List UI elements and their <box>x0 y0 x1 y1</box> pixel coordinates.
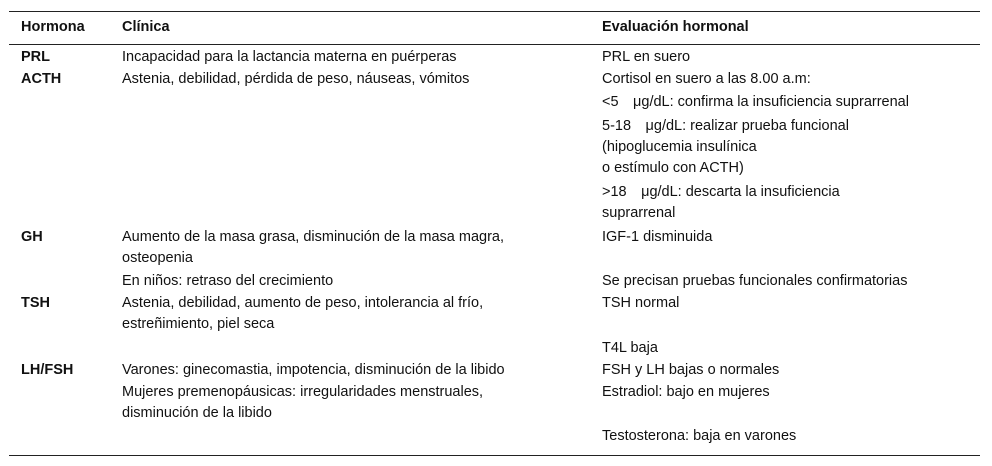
row-acth-eval-line: >18 μg/dL: descarta la insuficiencia <box>602 184 840 200</box>
row-lhfsh-clinica: Varones: ginecomastia, impotencia, disminución de la libido <box>122 362 505 378</box>
hormone-table <box>9 11 980 456</box>
row-acth-eval-line: <5 μg/dL: confirma la insuficiencia suprarrenal <box>602 94 909 110</box>
row-acth-eval-line: o estímulo con ACTH) <box>602 160 744 176</box>
row-gh-clinica: osteopenia <box>122 250 193 266</box>
row-gh-hormone: GH <box>21 229 43 245</box>
header-evaluacion: Evaluación hormonal <box>602 19 749 35</box>
row-lhfsh-eval: Testosterona: baja en varones <box>602 428 797 444</box>
row-acth-hormone: ACTH <box>21 71 62 87</box>
row-acth-eval-line: (hipoglucemia insulínica <box>602 139 757 155</box>
row-lhfsh-eval: Estradiol: bajo en mujeres <box>602 384 770 400</box>
row-tsh-clinica: Astenia, debilidad, aumento de peso, intolerancia al frío, <box>122 295 484 311</box>
row-gh-clinica: En niños: retraso del crecimiento <box>122 273 334 289</box>
row-tsh-hormone: TSH <box>21 295 50 311</box>
row-acth-eval-line: Cortisol en suero a las 8.00 a.m: <box>602 71 811 87</box>
row-tsh-eval: T4L baja <box>602 340 658 356</box>
row-tsh-eval: TSH normal <box>602 295 680 311</box>
row-gh-eval: Se precisan pruebas funcionales confirmatorias <box>602 273 908 289</box>
row-lhfsh-hormone: LH/FSH <box>21 362 74 378</box>
row-lhfsh-clinica: disminución de la libido <box>122 405 272 421</box>
row-acth-eval-line: 5-18 μg/dL: realizar prueba funcional <box>602 118 849 134</box>
header-hormona: Hormona <box>21 19 85 35</box>
row-tsh-clinica: estreñimiento, piel seca <box>122 316 275 332</box>
row-gh-clinica: Aumento de la masa grasa, disminución de la masa magra, <box>122 229 505 245</box>
table-header <box>9 12 980 45</box>
row-prl-hormone: PRL <box>21 49 50 65</box>
row-prl-eval: PRL en suero <box>602 49 691 65</box>
row-gh-eval: IGF-1 disminuida <box>602 229 713 245</box>
row-lhfsh-eval: FSH y LH bajas o normales <box>602 362 780 378</box>
row-acth-eval-line: suprarrenal <box>602 205 676 221</box>
header-clinica: Clínica <box>122 19 170 35</box>
row-lhfsh-clinica: Mujeres premenopáusicas: irregularidades menstruales, <box>122 384 484 400</box>
row-acth-clinica: Astenia, debilidad, pérdida de peso, náuseas, vómitos <box>122 71 470 87</box>
row-prl-clinica: Incapacidad para la lactancia materna en puérperas <box>122 49 457 65</box>
